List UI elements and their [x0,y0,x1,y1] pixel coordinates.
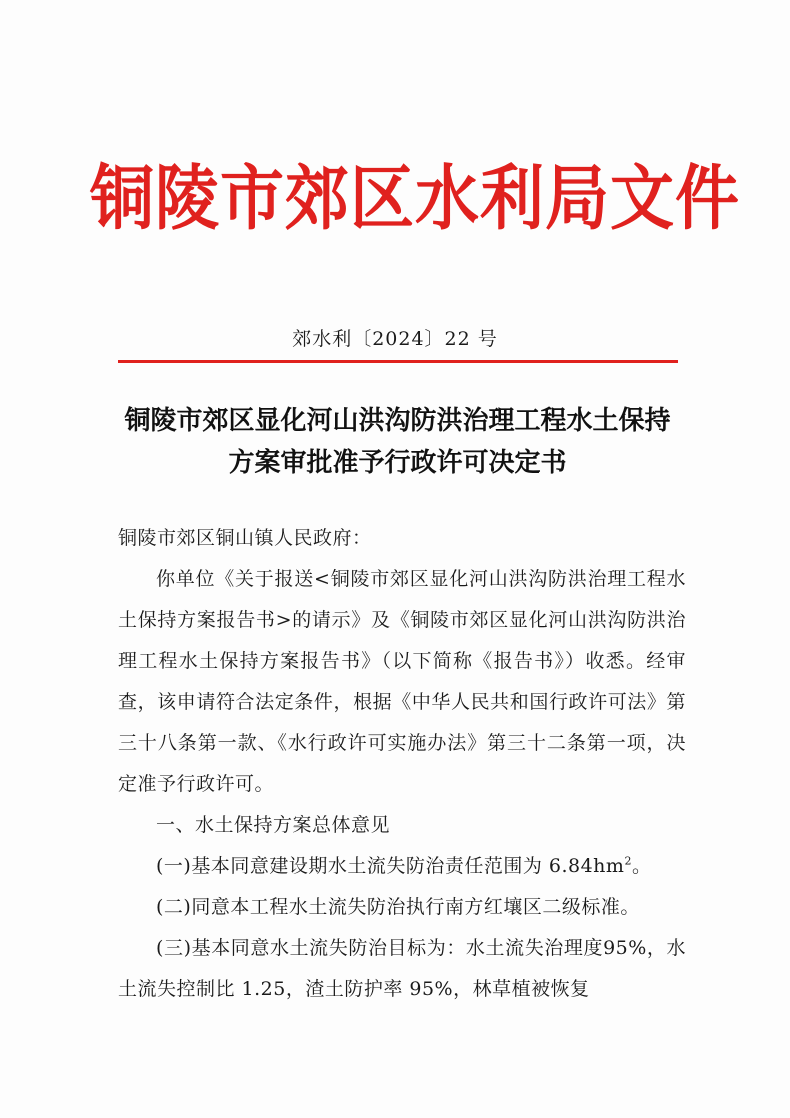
red-header-title: 铜陵市郊区水利局文件 [90,158,740,240]
item-1 [118,846,686,887]
item-1-text: (一)基本同意建设期水土流失防治责任范围为 6.84hm [156,855,625,877]
paragraph-request-review: 你单位《关于报送<铜陵市郊区显化河山洪沟防洪治理工程水土保持方案报告书>的请示》及《铜陵市郊区显化河山洪沟防洪治理工程水土保持方案报告书》（以下简称《报告书》）收悉。经审查，该申请符合法定条件，根据《中华人民共和国行政许可法》第三十八条第一款、《水行政许可实施办法》第三十二条第一项，决定准予行政许可。 [118,568,686,795]
item-2: (二)同意本工程水土流失防治执行南方红壤区二级标准。 [156,896,640,918]
section-heading: 一、水土保持方案总体意见 [156,814,391,836]
document-number: 郊水利〔2024〕22 号 [292,328,498,350]
document-body [118,518,686,1010]
item-3: (三)基本同意水土流失防治目标为：水土流失治理度95%，水土流失控制比 1.25，渣土防护率 95%，林草植被恢复 [118,937,686,1000]
document-title-line-1: 铜陵市郊区显化河山洪沟防洪治理工程水土保持 [124,406,671,436]
red-divider-line [118,360,678,363]
document-title-line-2: 方案审批准予行政许可决定书 [228,448,567,478]
item-1-superscript: 2 [624,854,632,868]
salutation: 铜陵市郊区铜山镇人民政府： [118,527,372,549]
document-title [110,400,685,484]
item-1-end: 。 [631,855,652,877]
